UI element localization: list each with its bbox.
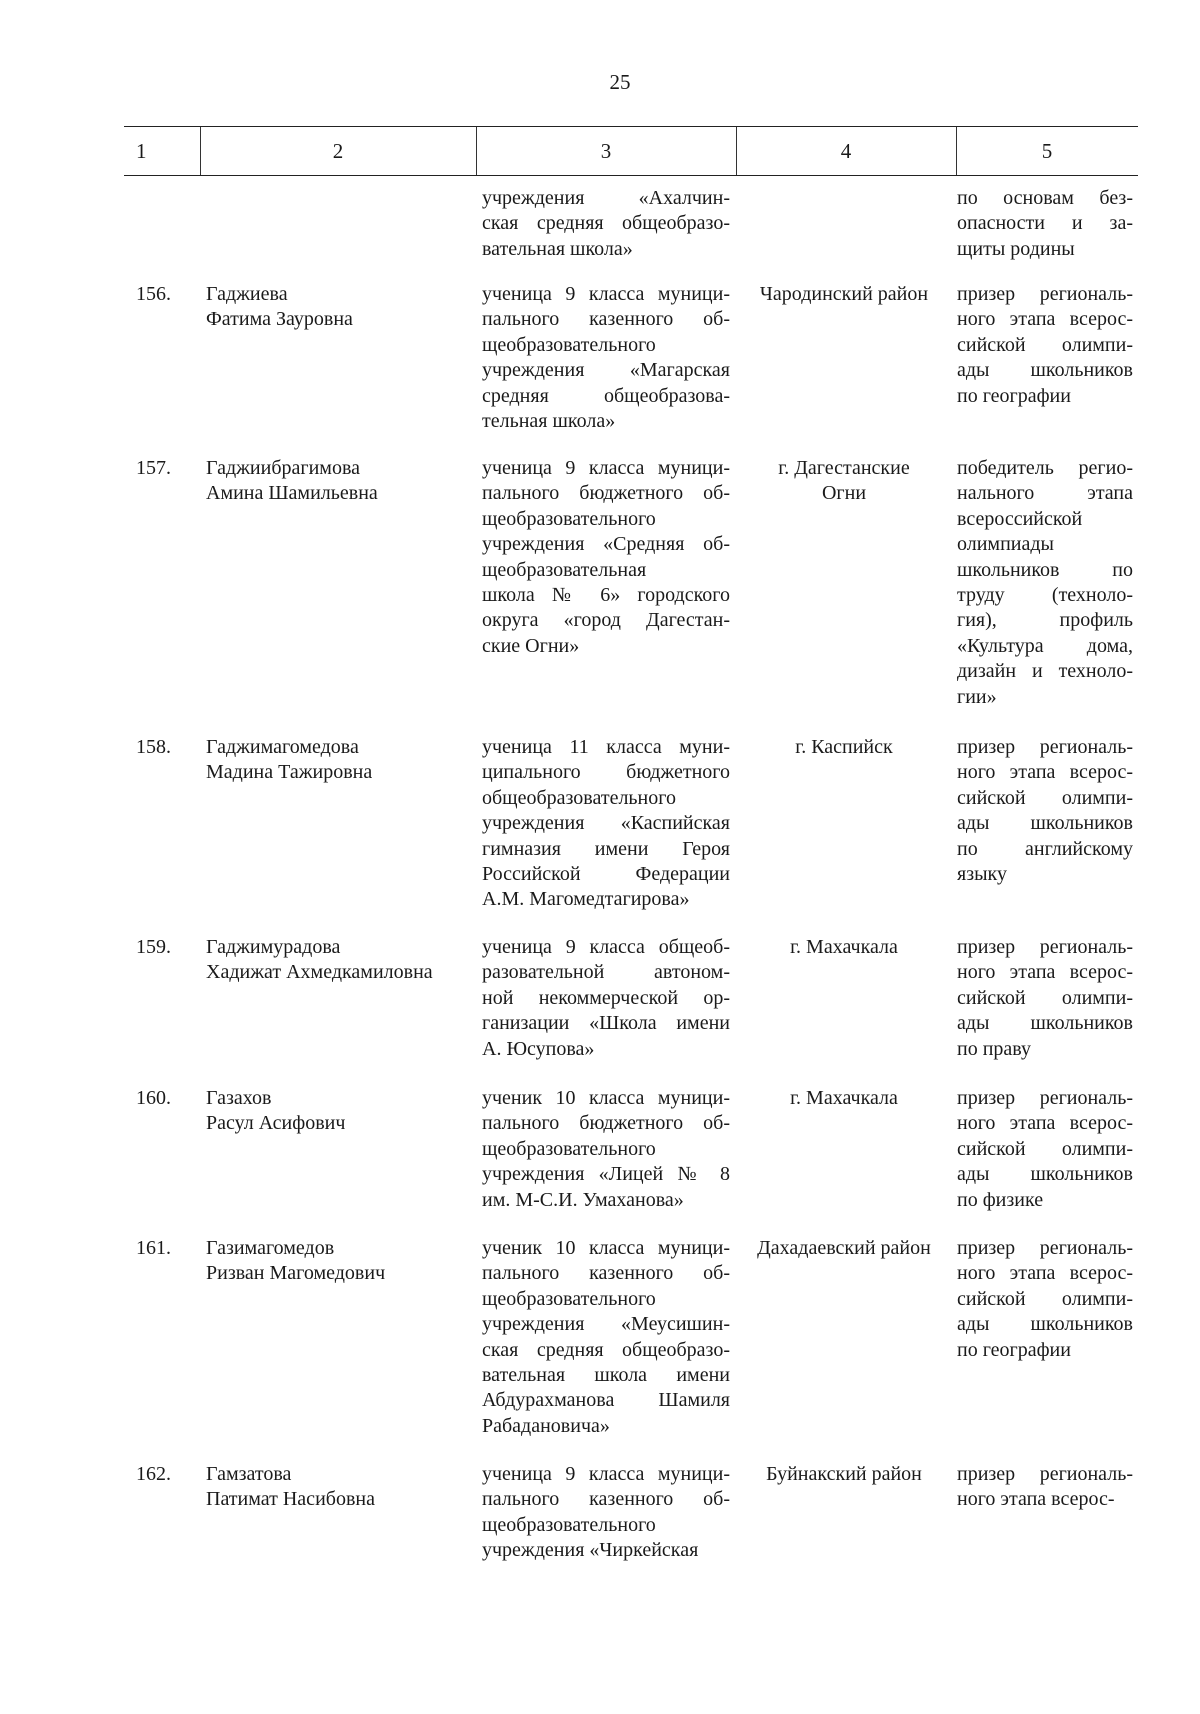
award-text-line: призер региональ-: [957, 1463, 1133, 1485]
institution-text-line: Абдурахманова Шамиля: [482, 1389, 730, 1412]
institution-text-line: учреждения «Каспийская: [482, 812, 730, 835]
institution-text: [482, 1462, 730, 1564]
award-text-line: щиты родины: [957, 237, 1075, 260]
institution-text-line: щеобразовательного: [482, 1287, 656, 1310]
student-name-line: Амина Шамильевна: [206, 482, 378, 505]
header-col-5: 5: [1041, 139, 1053, 163]
student-name: [206, 1462, 466, 1513]
institution-text-line: общеобразовательного: [482, 786, 676, 809]
table-header: [124, 126, 1138, 176]
award-text-line: победитель регио-: [957, 457, 1133, 479]
student-name-line: Гаджиибрагимова: [206, 457, 361, 479]
award-text: [957, 1086, 1133, 1213]
award-text: [957, 735, 1133, 887]
award-text-line: гия), профиль: [957, 609, 1133, 632]
award-text: [957, 456, 1133, 710]
institution-text-line: щеобразовательного: [482, 507, 656, 530]
institution-text-line: щеобразовательного: [482, 1513, 656, 1536]
row-number: 158.: [136, 736, 171, 758]
region-text: [740, 935, 948, 960]
institution-text-line: пального бюджетного об-: [482, 482, 730, 505]
institution-text-line: учреждения «Средняя об-: [482, 533, 730, 556]
row-number: 161.: [136, 1237, 171, 1259]
award-text-line: труду (техноло-: [957, 584, 1133, 607]
institution-text-line: тельная школа»: [482, 410, 616, 433]
institution-text-line: ская средняя общеобразо-: [482, 1338, 730, 1361]
student-name: [206, 1236, 466, 1287]
region-text-line: г. Дагестанские: [778, 457, 910, 479]
award-text-line: по праву: [957, 1037, 1032, 1060]
institution-text-line: Рабадановича»: [482, 1414, 610, 1437]
award-text-line: ного этапа всерос-: [957, 961, 1133, 984]
award-text-line: ады школьников: [957, 1313, 1133, 1336]
region-text-line: Дахадаевский район: [757, 1237, 931, 1259]
page-number: 25: [609, 70, 631, 94]
institution-text-line: ученица 9 класса муници-: [482, 283, 730, 305]
institution-text-line: ская средняя общеобразо-: [482, 212, 730, 235]
award-text-line: сийской олимпи-: [957, 1137, 1133, 1160]
row-number: 160.: [136, 1087, 171, 1109]
institution-text: [482, 735, 730, 913]
award-text-line: ады школьников: [957, 812, 1133, 835]
institution-text: [482, 1086, 730, 1213]
institution-text-line: пального бюджетного об-: [482, 1112, 730, 1135]
institution-text-line: вательная школа»: [482, 237, 633, 260]
institution-text-line: пального казенного об-: [482, 1488, 730, 1511]
student-name: [206, 1086, 466, 1137]
student-name: [206, 456, 466, 507]
student-name: [206, 735, 466, 786]
region-text-line: Огни: [821, 482, 867, 505]
institution-text: [482, 1236, 730, 1439]
student-name-line: Хадижат Ахмедкамиловна: [206, 961, 433, 984]
institution-text-line: вательная школа имени: [482, 1364, 730, 1387]
award-text-line: призер региональ-: [957, 1237, 1133, 1259]
student-name-line: Гаджиева: [206, 283, 288, 305]
award-text-line: по географии: [957, 384, 1071, 407]
institution-text-line: пального казенного об-: [482, 308, 730, 331]
institution-text-line: разовательной автоном-: [482, 961, 730, 984]
student-name-line: Фатима Зауровна: [206, 308, 353, 331]
award-text-line: по географии: [957, 1338, 1071, 1361]
row-number: 162.: [136, 1463, 171, 1485]
region-text: [740, 735, 948, 760]
student-name-line: Газахов: [206, 1087, 272, 1109]
award-text-line: всероссийской: [957, 507, 1083, 530]
award-text-line: ного этапа всерос-: [957, 1488, 1115, 1511]
row-number: 159.: [136, 936, 171, 958]
region-text-line: г. Махачкала: [790, 936, 898, 958]
award-text-line: призер региональ-: [957, 1087, 1133, 1109]
student-name: [206, 935, 466, 986]
award-text-line: ного этапа всерос-: [957, 1112, 1133, 1135]
institution-text-line: А.М. Магомедтагирова»: [482, 888, 690, 911]
award-text: [957, 282, 1133, 409]
award-text: [957, 1236, 1133, 1363]
header-col-2: 2: [332, 139, 344, 163]
institution-text-line: учреждения «Ахалчин-: [482, 187, 730, 209]
award-text-line: гии»: [957, 685, 997, 708]
award-text-line: по основам без-: [957, 187, 1133, 209]
header-col-1: 1: [136, 139, 147, 163]
institution-text-line: средняя общеобразова-: [482, 384, 730, 407]
student-name: [206, 282, 466, 333]
region-text: [740, 282, 948, 307]
student-name-line: Ризван Магомедович: [206, 1262, 386, 1285]
row-number: 157.: [136, 457, 171, 479]
award-text-line: ного этапа всерос-: [957, 761, 1133, 784]
award-text-line: призер региональ-: [957, 736, 1133, 758]
award-text-line: по английскому: [957, 837, 1133, 860]
award-text-line: ного этапа всерос-: [957, 308, 1133, 331]
institution-text: [482, 282, 730, 434]
region-text-line: г. Каспийск: [795, 736, 893, 758]
student-name-line: Газимагомедов: [206, 1237, 335, 1259]
institution-text-line: учреждения «Чиркейская: [482, 1539, 699, 1562]
region-text: [740, 1236, 948, 1261]
institution-text-line: ученик 10 класса муници-: [482, 1237, 730, 1259]
institution-text-line: ганизации «Школа имени: [482, 1012, 730, 1035]
region-text-line: г. Махачкала: [790, 1087, 898, 1109]
award-text-line: ады школьников: [957, 1163, 1133, 1186]
institution-text-line: А. Юсупова»: [482, 1037, 595, 1060]
institution-text: [482, 935, 730, 1062]
award-text-line: языку: [957, 863, 1007, 886]
institution-text-line: ципального бюджетного: [482, 761, 730, 784]
award-text-line: сийской олимпи-: [957, 986, 1133, 1009]
institution-text-line: гимназия имени Героя: [482, 837, 730, 860]
institution-text-line: учреждения «Меусишин-: [482, 1313, 730, 1336]
institution-text-line: щеобразовательного: [482, 333, 656, 356]
award-text-line: сийской олимпи-: [957, 333, 1133, 356]
row-number: 156.: [136, 283, 171, 305]
region-text-line: Чародинский район: [759, 283, 929, 305]
award-text-line: ады школьников: [957, 359, 1133, 382]
institution-text-line: ученица 11 класса муни-: [482, 736, 730, 758]
award-text-line: призер региональ-: [957, 283, 1133, 305]
student-name-line: Гамзатова: [206, 1463, 292, 1485]
award-text-line: ного этапа всерос-: [957, 1262, 1133, 1285]
student-name-line: Мадина Тажировна: [206, 761, 373, 784]
header-col-3: 3: [600, 139, 612, 163]
institution-text-line: им. М-С.И. Умаханова»: [482, 1188, 684, 1211]
award-text-line: сийской олимпи-: [957, 1287, 1133, 1310]
institution-text: [482, 456, 730, 659]
institution-text: [482, 186, 730, 262]
award-text-line: ады школьников: [957, 1012, 1133, 1035]
region-text: [740, 1462, 948, 1487]
award-text-line: призер региональ-: [957, 936, 1133, 958]
institution-text-line: округа «город Дагестан-: [482, 609, 730, 632]
region-text-line: Буйнакский район: [766, 1463, 922, 1485]
award-text-line: олимпиады: [957, 533, 1054, 556]
institution-text-line: школа № 6» городского: [482, 584, 730, 607]
region-text: [740, 456, 948, 507]
award-text: [957, 935, 1133, 1062]
institution-text-line: ские Огни»: [482, 634, 580, 657]
award-text-line: сийской олимпи-: [957, 786, 1133, 809]
region-text: [740, 1086, 948, 1111]
award-text-line: опасности и за-: [957, 212, 1133, 235]
award-text-line: нального этапа: [957, 482, 1133, 505]
institution-text-line: учреждения «Магарская: [482, 359, 730, 382]
institution-text-line: щеобразовательного: [482, 1137, 656, 1160]
institution-text-line: щеобразовательная: [482, 558, 647, 581]
award-text-line: по физике: [957, 1188, 1044, 1211]
institution-text-line: пального казенного об-: [482, 1262, 730, 1285]
student-name-line: Гаджимурадова: [206, 936, 341, 958]
institution-text-line: учреждения «Лицей № 8: [482, 1163, 730, 1186]
award-text: [957, 1462, 1133, 1513]
institution-text-line: ученица 9 класса общеоб-: [482, 936, 730, 958]
student-name-line: Гаджимагомедова: [206, 736, 359, 758]
institution-text-line: ученик 10 класса муници-: [482, 1087, 730, 1109]
award-text-line: «Культура дома,: [957, 634, 1133, 657]
student-name-line: Патимат Насибовна: [206, 1488, 375, 1511]
award-text: [957, 186, 1133, 262]
award-text-line: дизайн и техноло-: [957, 660, 1133, 683]
institution-text-line: Российской Федерации: [482, 863, 730, 886]
institution-text-line: ученица 9 класса муници-: [482, 1463, 730, 1485]
header-col-4: 4: [840, 139, 852, 163]
institution-text-line: ной некоммерческой ор-: [482, 986, 730, 1009]
student-name-line: Расул Асифович: [206, 1112, 346, 1135]
institution-text-line: ученица 9 класса муници-: [482, 457, 730, 479]
award-text-line: школьников по: [957, 558, 1133, 581]
